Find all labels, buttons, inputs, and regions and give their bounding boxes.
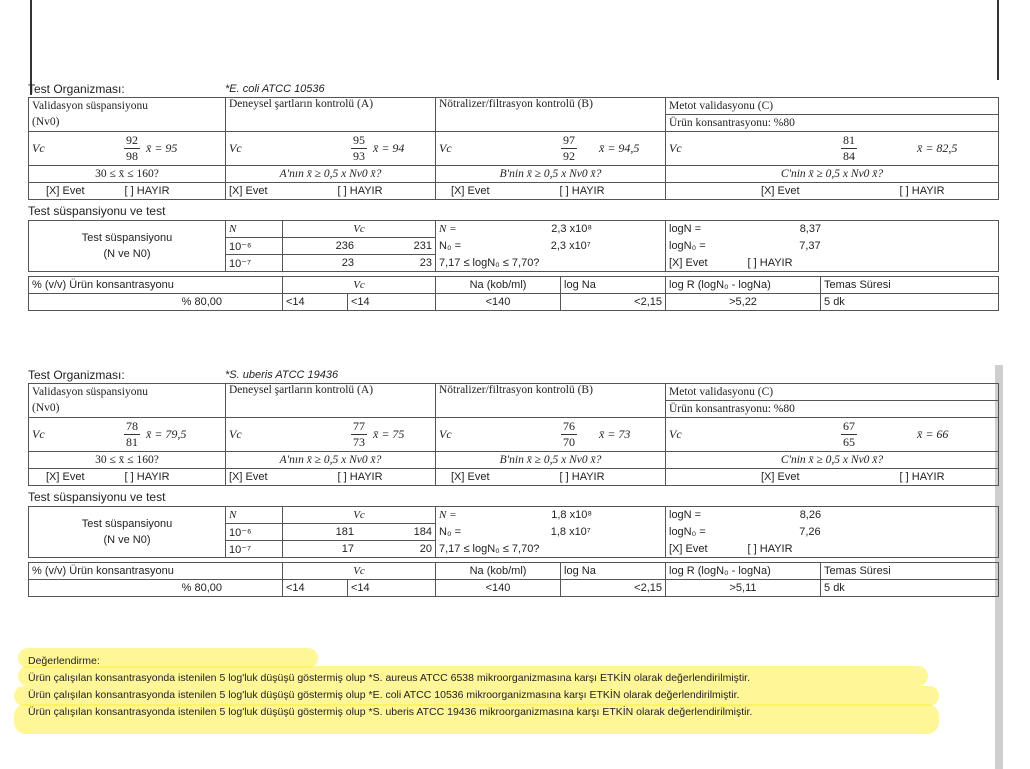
result-table bbox=[28, 276, 999, 311]
vc-row-2: 23 23 bbox=[283, 255, 436, 272]
dilution-2: 10⁻⁷ bbox=[226, 255, 283, 272]
product-concentration: Ürün konsantrasyonu: %80 bbox=[666, 115, 999, 132]
log-r-header: log R (logN₀ - logNa) bbox=[666, 563, 821, 580]
n0-value: N₀ = 2,3 x10⁷ bbox=[436, 238, 666, 255]
range-check: 7,17 ≤ logN₀ ≤ 7,70? bbox=[436, 255, 666, 272]
a-values: Vc $\frac{77}{73}$ x̄ = 75 bbox=[226, 418, 436, 452]
log-na-value: <2,15 bbox=[561, 294, 666, 311]
c-values: Vc $\frac{81}{84}$ x̄ = 82,5 bbox=[666, 132, 999, 166]
contact-time-header: Temas Süresi bbox=[821, 277, 999, 294]
test-suspension-label: Test süspansiyonu (N ve N0) bbox=[29, 507, 226, 558]
vc-result-1: <14 bbox=[283, 580, 348, 597]
concentration-value: % 80,00 bbox=[29, 580, 283, 597]
organism-header bbox=[28, 368, 998, 383]
na-value: <140 bbox=[436, 294, 561, 311]
experimental-control-header: Deneysel şartların kontrolü (A) bbox=[226, 98, 436, 132]
n-label: N bbox=[226, 221, 283, 238]
organism-name: *S. uberis ATCC 19436 bbox=[225, 369, 339, 381]
concentration-label: % (v/v) Ürün konsantrasyonu bbox=[29, 277, 283, 294]
vc-header: Vc bbox=[283, 563, 436, 580]
contact-time-value: 5 dk bbox=[821, 580, 999, 597]
na-header: Na (kob/ml) bbox=[436, 277, 561, 294]
range-check: 7,17 ≤ logN₀ ≤ 7,70? bbox=[436, 541, 666, 558]
test-title: Test süspansiyonu ve test bbox=[28, 204, 166, 218]
contact-time-header: Temas Süresi bbox=[821, 563, 999, 580]
evaluation-line: Ürün çalışılan konsantrasyonda istenilen 5 log'luk düşüşü göstermiş olup *S. uberis ATCC 19436 mikroorganizmasına karşı ETKİN olarak değerlendirilmiştir. bbox=[28, 706, 753, 718]
nv0-values: Vc $\frac{92}{98}$ x̄ = 95 bbox=[29, 132, 226, 166]
nv0-values: Vc $\frac{78}{81}$ x̄ = 79,5 bbox=[29, 418, 226, 452]
na-value: <140 bbox=[436, 580, 561, 597]
log-r-value: >5,22 bbox=[666, 294, 821, 311]
organism-label: Test Organizması: bbox=[28, 368, 125, 382]
test-title: Test süspansiyonu ve test bbox=[28, 490, 166, 504]
evaluation bbox=[28, 653, 988, 721]
method-validation-header: Metot validasyonu (C) bbox=[666, 384, 999, 401]
a-result: [X] Evet [ ] HAYIR bbox=[226, 469, 436, 486]
nv0-criterion: 30 ≤ x̄ ≤ 160? bbox=[29, 452, 226, 469]
concentration-label: % (v/v) Ürün konsantrasyonu bbox=[29, 563, 283, 580]
experimental-control-header: Deneysel şartların kontrolü (A) bbox=[226, 384, 436, 418]
log-na-header: log Na bbox=[561, 277, 666, 294]
log-r-header: log R (logN₀ - logNa) bbox=[666, 277, 821, 294]
log-r-value: >5,11 bbox=[666, 580, 821, 597]
logn0-value: logN₀ = 7,37 bbox=[666, 238, 999, 255]
range-result: [X] Evet [ ] HAYIR bbox=[666, 541, 999, 558]
vc-result-2: <14 bbox=[348, 294, 436, 311]
neutralizer-control-header: Nötralizer/filtrasyon kontrolü (B) bbox=[436, 98, 666, 132]
validation-table bbox=[28, 97, 999, 200]
concentration-value: % 80,00 bbox=[29, 294, 283, 311]
c-values: Vc $\frac{67}{65}$ x̄ = 66 bbox=[666, 418, 999, 452]
nv0-result: [X] Evet [ ] HAYIR bbox=[29, 183, 226, 200]
page-border-right bbox=[997, 0, 999, 80]
section-suberis bbox=[28, 368, 998, 597]
page-border-left bbox=[30, 0, 32, 95]
organism-name: *E. coli ATCC 10536 bbox=[225, 83, 325, 95]
b-result: [X] Evet [ ] HAYIR bbox=[436, 183, 666, 200]
vc-result-2: <14 bbox=[348, 580, 436, 597]
vc-header: Vc bbox=[283, 277, 436, 294]
n0-value: N₀ = 1,8 x10⁷ bbox=[436, 524, 666, 541]
section-ecoli bbox=[28, 82, 998, 311]
dilution-1: 10⁻⁶ bbox=[226, 238, 283, 255]
result-table bbox=[28, 562, 999, 597]
test-table bbox=[28, 220, 999, 272]
organism-header bbox=[28, 82, 998, 97]
c-result: [X] Evet [ ] HAYIR bbox=[666, 183, 999, 200]
vc-row-1: 181 184 bbox=[283, 524, 436, 541]
range-result: [X] Evet [ ] HAYIR bbox=[666, 255, 999, 272]
vc-row-1: 236 231 bbox=[283, 238, 436, 255]
dilution-1: 10⁻⁶ bbox=[226, 524, 283, 541]
logn0-value: logN₀ = 7,26 bbox=[666, 524, 999, 541]
evaluation-line: Ürün çalışılan konsantrasyonda istenilen 5 log'luk düşüşü göstermiş olup *S. aureus ATCC 6538 mikroorganizmasına karşı ETKİN olarak değerlendirilmiştir. bbox=[28, 672, 750, 684]
n-label: N bbox=[226, 507, 283, 524]
test-suspension-label: Test süspansiyonu (N ve N0) bbox=[29, 221, 226, 272]
product-concentration: Ürün konsantrasyonu: %80 bbox=[666, 401, 999, 418]
vc-result-1: <14 bbox=[283, 294, 348, 311]
b-criterion: B'nin x̄ ≥ 0,5 x Nv0 x̄? bbox=[436, 166, 666, 183]
validation-suspension-header: Validasyon süspansiyonu (Nv0) bbox=[29, 384, 226, 418]
validation-suspension-header: Validasyon süspansiyonu (Nv0) bbox=[29, 98, 226, 132]
log-na-value: <2,15 bbox=[561, 580, 666, 597]
na-header: Na (kob/ml) bbox=[436, 563, 561, 580]
c-result: [X] Evet [ ] HAYIR bbox=[666, 469, 999, 486]
b-values: Vc $\frac{97}{92}$ x̄ = 94,5 bbox=[436, 132, 666, 166]
nv0-result: [X] Evet [ ] HAYIR bbox=[29, 469, 226, 486]
n-value: N = 2,3 x10⁸ bbox=[436, 221, 666, 238]
logn-value: logN = 8,37 bbox=[666, 221, 999, 238]
contact-time-value: 5 dk bbox=[821, 294, 999, 311]
logn-value: logN = 8,26 bbox=[666, 507, 999, 524]
n-value: N = 1,8 x10⁸ bbox=[436, 507, 666, 524]
nv0-criterion: 30 ≤ x̄ ≤ 160? bbox=[29, 166, 226, 183]
a-result: [X] Evet [ ] HAYIR bbox=[226, 183, 436, 200]
evaluation-line: Ürün çalışılan konsantrasyonda istenilen 5 log'luk düşüşü göstermiş olup *E. coli ATCC 10536 mikroorganizmasına karşı ETKİN olarak değerlendirilmiştir. bbox=[28, 689, 740, 701]
organism-label: Test Organizması: bbox=[28, 82, 125, 96]
a-criterion: A'nın x̄ ≥ 0,5 x Nv0 x̄? bbox=[226, 452, 436, 469]
evaluation-title: Değerlendirme: bbox=[28, 655, 100, 667]
c-criterion: C'nin x̄ ≥ 0,5 x Nv0 x̄? bbox=[666, 452, 999, 469]
a-values: Vc $\frac{95}{93}$ x̄ = 94 bbox=[226, 132, 436, 166]
test-table bbox=[28, 506, 999, 558]
b-criterion: B'nin x̄ ≥ 0,5 x Nv0 x̄? bbox=[436, 452, 666, 469]
neutralizer-control-header: Nötralizer/filtrasyon kontrolü (B) bbox=[436, 384, 666, 418]
c-criterion: C'nin x̄ ≥ 0,5 x Nv0 x̄? bbox=[666, 166, 999, 183]
vc-label: Vc bbox=[283, 221, 436, 238]
method-validation-header: Metot validasyonu (C) bbox=[666, 98, 999, 115]
validation-table bbox=[28, 383, 999, 486]
a-criterion: A'nın x̄ ≥ 0,5 x Nv0 x̄? bbox=[226, 166, 436, 183]
b-result: [X] Evet [ ] HAYIR bbox=[436, 469, 666, 486]
b-values: Vc $\frac{76}{70}$ x̄ = 73 bbox=[436, 418, 666, 452]
dilution-2: 10⁻⁷ bbox=[226, 541, 283, 558]
vc-label: Vc bbox=[283, 507, 436, 524]
log-na-header: log Na bbox=[561, 563, 666, 580]
vc-row-2: 17 20 bbox=[283, 541, 436, 558]
